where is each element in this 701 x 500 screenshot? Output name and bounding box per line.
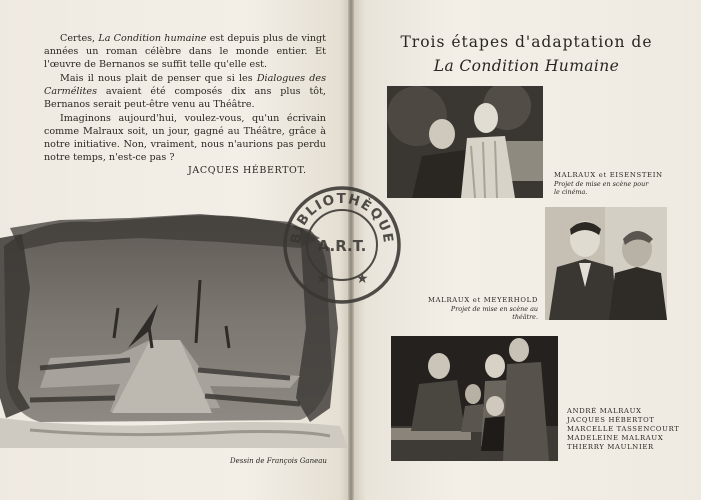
photo-malraux-meyerhold bbox=[545, 207, 667, 320]
svg-text:★: ★ bbox=[356, 271, 369, 287]
page-title: Trois étapes d'adaptation de bbox=[400, 33, 653, 51]
signature: JACQUES HÉBERTOT. bbox=[188, 165, 307, 176]
paragraph-3: Imaginons aujourd'hui, voulez-vous, qu'un écrivain comme Malraux soit, un jour, gagné au Théâtre, grâce à notre initiative. Non, vraiment, nous n'aurions pas perdu notre temps, n'est-ce pas ? bbox=[44, 113, 326, 163]
svg-text:★: ★ bbox=[316, 271, 329, 287]
svg-text:BIBLIOTHÈQUE: BIBLIOTHÈQUE bbox=[287, 190, 397, 245]
photo-malraux-eisenstein bbox=[387, 86, 543, 198]
stamp-center-text: A.R.T. bbox=[317, 237, 367, 255]
page-subtitle: La Condition Humaine bbox=[433, 57, 620, 75]
drawing-credit: Dessin de François Ganeau bbox=[230, 457, 327, 465]
caption-photo-2: MALRAUX et MEYERHOLD Projet de mise en scène au théâtre. bbox=[428, 296, 538, 321]
caption-photo-1: MALRAUX et EISENSTEIN Projet de mise en scène pour le cinéma. bbox=[554, 171, 663, 196]
paragraph-2: Mais il nous plait de penser que si les Dialogues des Carmélites avaient été composés dix ans plus tôt, Bernanos serait peut-être venu au Théâtre. bbox=[44, 73, 326, 110]
caption-photo-3: ANDRÉ MALRAUX JACQUES HÉBERTOT MARCELLE TASSENCOURT MADELEINE MALRAUX THIERRY MAULNIER bbox=[567, 407, 680, 451]
photo-group bbox=[391, 336, 558, 461]
paragraph-1: Certes, La Condition humaine est depuis plus de vingt années un roman célèbre dans le monde entier. Et l'œuvre de Bernanos se suffit telle qu'elle est. bbox=[44, 33, 326, 70]
library-stamp bbox=[280, 183, 404, 307]
